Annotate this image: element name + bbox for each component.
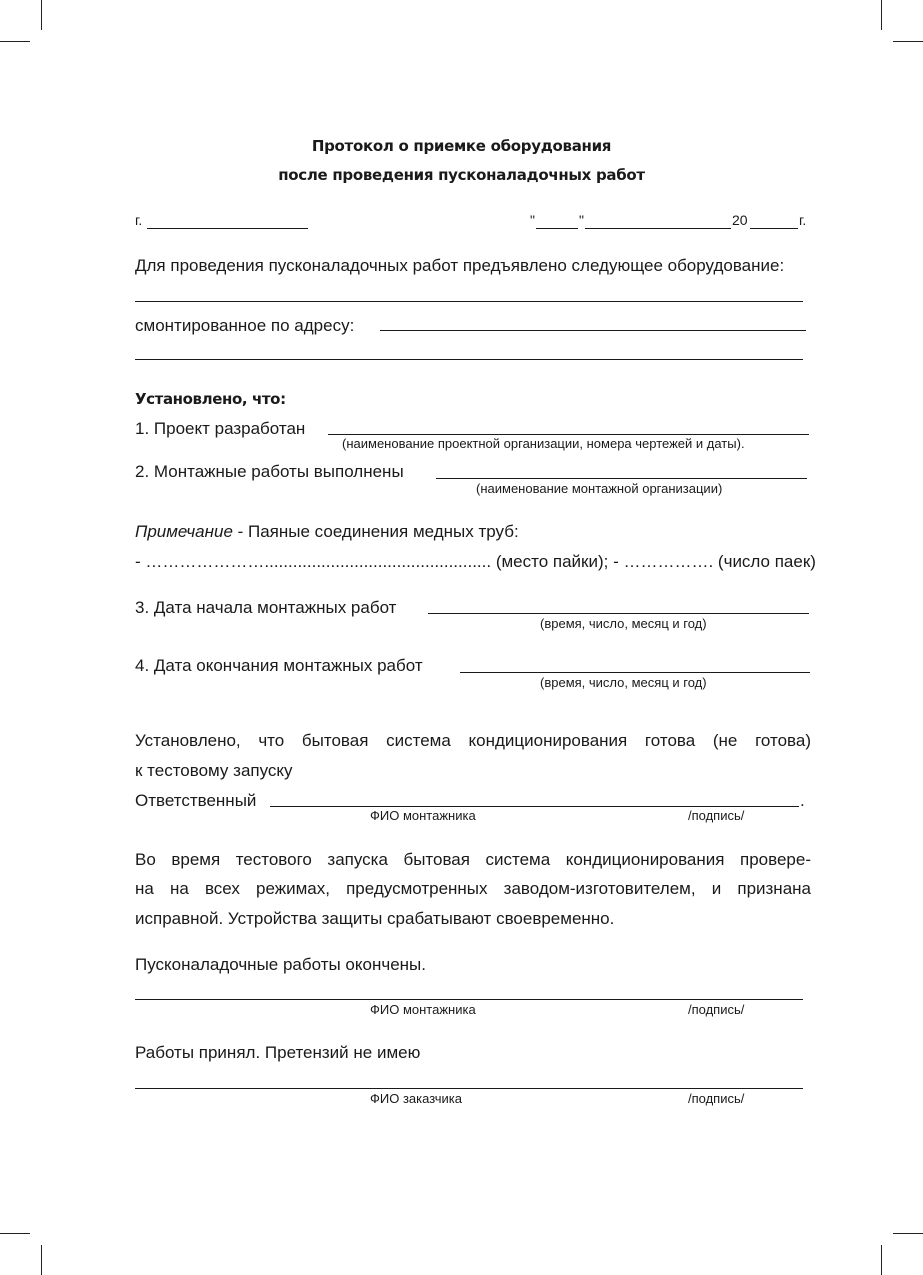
solder-line: - …………………................................................ (место пайки); - ……………. (число паек) xyxy=(135,552,816,571)
fio-installer-caption: ФИО монтажника xyxy=(370,808,476,823)
year-prefix: 20 xyxy=(732,212,748,228)
item2-caption: (наименование монтажной организации) xyxy=(476,481,723,496)
day-field[interactable] xyxy=(536,228,578,229)
fio-installer-caption-2: ФИО монтажника xyxy=(370,1002,476,1017)
end-date-field[interactable] xyxy=(460,672,810,673)
crop-mark xyxy=(41,0,42,30)
test-line-2: на на всех режимах, предусмотренных заводом-изготовителем, и признана xyxy=(135,879,811,898)
note-text: - Паяные соединения медных труб: xyxy=(232,522,519,541)
customer-signature-field[interactable] xyxy=(135,1088,803,1089)
item4-caption: (время, число, месяц и год) xyxy=(540,675,707,690)
item3-label: 3. Дата начала монтажных работ xyxy=(135,598,397,617)
title-line-1: Протокол о приемке оборудования xyxy=(311,137,612,155)
address-field[interactable] xyxy=(380,330,806,331)
item1-caption: (наименование проектной организации, номера чертежей и даты). xyxy=(342,436,745,451)
crop-mark xyxy=(0,41,30,42)
equipment-field[interactable] xyxy=(135,301,803,302)
equipment-intro: Для проведения пусконаладочных работ предъявлено следующее оборудование: xyxy=(135,256,785,275)
signature-caption: /подпись/ xyxy=(688,808,745,823)
established-heading: Установлено, что: xyxy=(135,390,286,408)
date-quote-close: " xyxy=(579,212,584,228)
crop-mark xyxy=(893,41,923,42)
crop-mark xyxy=(41,1245,42,1275)
city-field[interactable] xyxy=(147,228,308,229)
fio-customer-caption: ФИО заказчика xyxy=(370,1091,462,1106)
date-quote-open: " xyxy=(530,212,535,228)
note-label: Примечание xyxy=(135,522,233,541)
item3-caption: (время, число, месяц и год) xyxy=(540,616,707,631)
test-line-3: исправной. Устройства защиты срабатывают своевременно. xyxy=(135,909,615,928)
crop-mark xyxy=(893,1233,923,1234)
commissioning-done: Пусконаладочные работы окончены. xyxy=(135,955,426,974)
responsible-end: . xyxy=(800,791,805,810)
item4-label: 4. Дата окончания монтажных работ xyxy=(135,656,423,675)
crop-mark xyxy=(881,0,882,30)
item2-label: 2. Монтажные работы выполнены xyxy=(135,462,404,481)
month-field[interactable] xyxy=(585,228,731,229)
note xyxy=(135,522,519,542)
installer-org-field[interactable] xyxy=(436,478,807,479)
item1-label: 1. Проект разработан xyxy=(135,419,306,438)
address-label: смонтированное по адресу: xyxy=(135,316,355,335)
installer-signature-field[interactable] xyxy=(135,999,803,1000)
address-field-2[interactable] xyxy=(135,359,803,360)
responsible-label: Ответственный xyxy=(135,791,257,810)
crop-mark xyxy=(881,1245,882,1275)
project-field[interactable] xyxy=(328,434,809,435)
year-suffix: г. xyxy=(799,212,807,228)
ready-line-1: Установлено, что бытовая система кондиционирования готова (не готова) xyxy=(135,731,811,750)
start-date-field[interactable] xyxy=(428,613,809,614)
crop-mark xyxy=(0,1233,30,1234)
ready-line-2: к тестовому запуску xyxy=(135,761,293,780)
year-field[interactable] xyxy=(750,228,798,229)
responsible-field[interactable] xyxy=(270,806,799,807)
title-line-2: после проведения пусконаладочных работ xyxy=(278,166,645,184)
city-prefix: г. xyxy=(135,212,143,228)
signature-caption-3: /подпись/ xyxy=(688,1091,745,1106)
signature-caption-2: /подпись/ xyxy=(688,1002,745,1017)
accepted-text: Работы принял. Претензий не имею xyxy=(135,1043,421,1062)
test-line-1: Во время тестового запуска бытовая система кондиционирования провере- xyxy=(135,850,811,869)
